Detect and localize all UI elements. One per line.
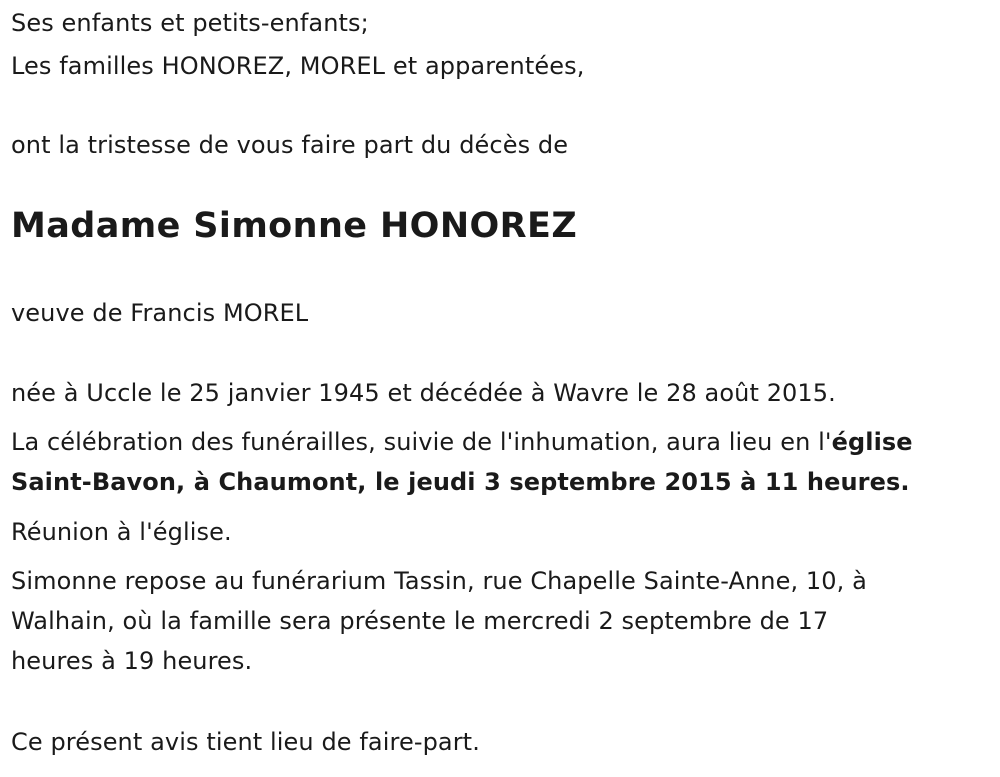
ceremony-location-start: église	[831, 428, 913, 456]
gathering: Réunion à l'église.	[11, 518, 232, 546]
announcement: ont la tristesse de vous faire part du décès de	[11, 131, 569, 159]
intro-line-1: Ses enfants et petits-enfants;	[11, 9, 369, 37]
ceremony-text: La célébration des funérailles, suivie de l'inhumation, aura lieu en l'	[11, 428, 832, 456]
ceremony-line-2: Saint-Bavon, à Chaumont, le jeudi 3 septembre 2015 à 11 heures.	[11, 468, 910, 496]
visitation-line-1: Simonne repose au funérarium Tassin, rue Chapelle Sainte-Anne, 10, à	[11, 567, 867, 595]
ceremony-line-1	[11, 422, 913, 462]
closing: Ce présent avis tient lieu de faire-part.	[11, 728, 480, 756]
widow-of: veuve de Francis MOREL	[11, 299, 309, 327]
birth-death: née à Uccle le 25 janvier 1945 et décédée à Wavre le 28 août 2015.	[11, 379, 836, 407]
deceased-name: Madame Simonne HONOREZ	[11, 206, 578, 246]
visitation-line-2: Walhain, où la famille sera présente le mercredi 2 septembre de 17	[11, 607, 829, 635]
visitation-line-3: heures à 19 heures.	[11, 647, 253, 675]
intro-line-2: Les familles HONOREZ, MOREL et apparentées,	[11, 52, 585, 80]
